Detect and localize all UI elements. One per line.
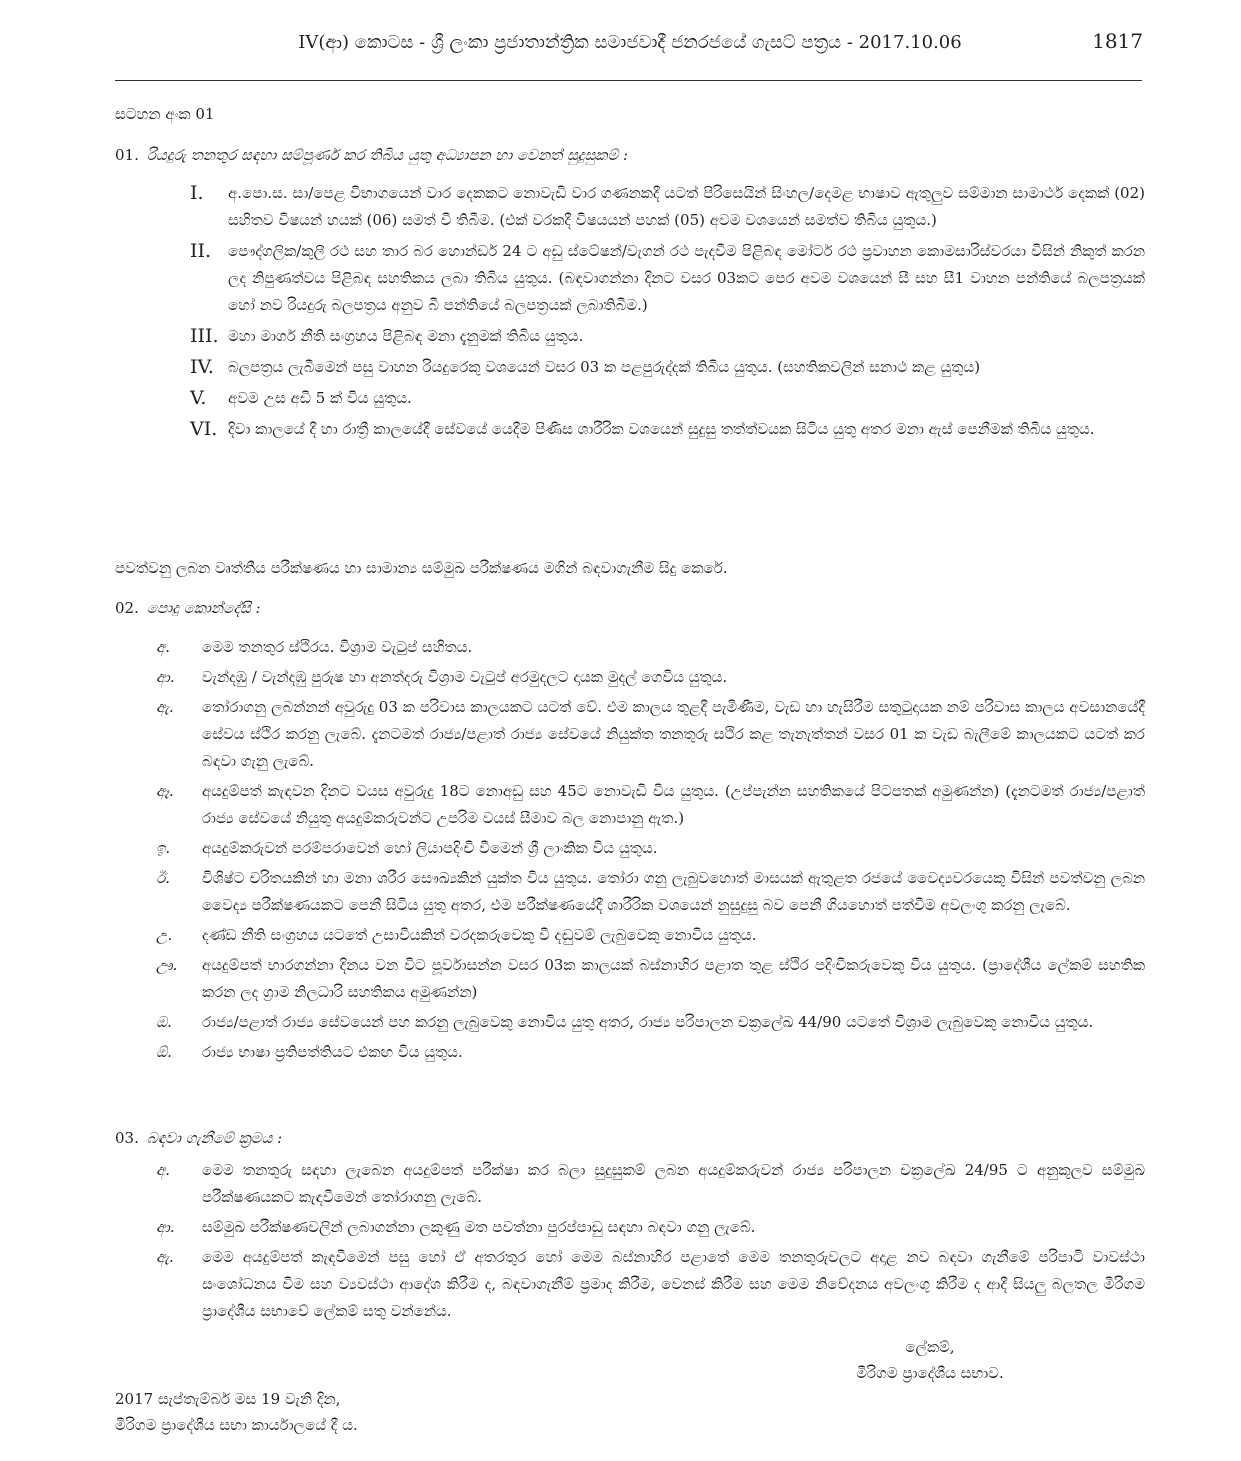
item-text: මහා මාර්ග නීති සංග්‍රහය පිළිබඳ මනා දැනුමක් තිබිය යුතුය.: [228, 327, 584, 345]
list-item: [150, 952, 1145, 1006]
signature-block: [800, 1334, 1060, 1386]
page-header-title: IV(ආ) කොටස - ශ්‍රී ලංකා ප්‍රජාතාන්ත්‍රික සමාජවාදී ජනරජයේ ගැසට් පත්‍රය - 2017.10.06: [298, 32, 962, 53]
list-item: [190, 238, 1145, 319]
signatory-title: ලේකම්,: [905, 1338, 955, 1356]
item-text: අයදුම්කරුවන් පරම්පරාවෙන් හෝ ලියාපදිංචි වීමෙන් ශ්‍රී ලාංකික විය යුතුය.: [202, 839, 658, 857]
section-2-heading: [115, 596, 1145, 620]
selection-note: පවත්වනු ලබන වෘත්තීය පරීක්ෂණය හා සාමාන්‍ය සම්මුඛ පරීක්ෂණය මගින් බඳවාගැනීම සිදු කෙරේ.: [115, 559, 728, 577]
item-text: අවම උස අඩි 5 ක් විය යුතුය.: [228, 389, 412, 407]
item-text: විශිෂ්ට චරිතයකින් හා මනා ශරීර සෞඛ්‍යකින් යුක්ත විය යුතුය. තෝරා ගනු ලැබුවහොත් මාසයක් ඇතුළත රජයේ වෛද්‍යවරයෙකු විසින් පවත්වනු ලබන වෛද්‍ය පරීක්ෂණයකට පෙනී සිටිය යුතු අතර, එම පරීක්ෂණයේදී ශාරීරික වශයෙන් නුසුදුසු බව පෙනී ගියහොත් පත්වීම අවලංගු කරනු ලැබේ.: [202, 869, 1145, 914]
item-marker: ආ.: [156, 1218, 175, 1236]
reference-number: සටහන අංක 01: [115, 105, 215, 123]
list-item: [190, 354, 1145, 381]
item-text: පෞද්ගලික/කුලී රථ සහ තාර බර හොන්ඩර් 24 ට අඩු ස්ටේෂන්/වැගන් රථ පැදවීම පිළිබඳ මෝටර් රථ ප්‍රවාහන කොමසාරිස්වරයා විසින් නිකුත් කරන ලද නිපුණත්වය පිළිබඳ සහතිකය ලබා තිබිය යුතුය. (බඳවාගන්නා දිනට වසර 03කට පෙර අවම වශයෙන් සී සහ සී1 වාහන පන්තියේ බලපත්‍රයක් හෝ නව රියදුරු බලපත්‍රය අනුව බී පන්තියේ බලපත්‍රයක් ලබාතිබීම.): [228, 242, 1145, 314]
issue-details: [115, 1386, 715, 1438]
item-text: රාජ්‍ය/පළාත් රාජ්‍ය සේවයෙන් පහ කරනු ලැබුවෙකු නොවිය යුතු අතර, රාජ්‍ය පරිපාලන චක්‍රලේඛ 44/90 යටතේ විශ්‍රාම ලැබුවෙකු නොවිය යුතුය.: [202, 1013, 1094, 1031]
list-item: [150, 835, 1145, 862]
item-text: අ.පො.ස. සා/පෙළ විභාගයෙන් වාර දෙකකට නොවැඩි වාර ගණනකදී යටත් පිරිසෙයින් සිංහල/දෙමළ භාෂාව ඇතුලුව සම්මාන සාමාර්ථ දෙකක් (02) සහිතව විෂයන් හයක් (06) සමත් වී තිබීම. (එක් වරකදී විෂයයන් පහක් (05) අවම වශයෙන් සමත්ව තිබිය යුතුය.): [228, 184, 1145, 229]
list-item: [150, 1039, 1145, 1066]
list-item: [150, 634, 1145, 661]
item-text: සම්මුඛ පරීක්ෂණවලින් ලබාගන්නා ලකුණු මත පවත්නා පුරප්පාඩු සඳහා බඳවා ගනු ලැබේ.: [202, 1218, 756, 1236]
section-2-title: පොදු කොන්දේසි :: [146, 599, 261, 617]
signatory-office: මීරිගම ප්‍රාදේශීය සභාව.: [856, 1364, 1004, 1382]
section-1-heading: [115, 143, 1145, 167]
item-marker: IV.: [190, 356, 214, 378]
item-marker: III.: [190, 325, 219, 347]
list-item: [190, 416, 1145, 443]
issue-date: 2017 සැප්තැම්බර් මස 19 වැනි දින,: [115, 1390, 341, 1408]
item-text: රාජ්‍ය භාෂා ප්‍රතිපත්තියට එකඟ විය යුතුය.: [202, 1043, 463, 1061]
item-marker: අ.: [156, 638, 171, 656]
item-marker: I.: [190, 182, 204, 204]
header-divider: [115, 80, 1142, 81]
item-marker: ඇ.: [156, 698, 174, 716]
item-marker: V.: [190, 387, 207, 409]
list-item: [190, 385, 1145, 412]
list-item: [150, 694, 1145, 775]
qualification-list: [190, 180, 1145, 447]
issue-place: මීරිගම ප්‍රාදේශීය සභා කාර්යාලයේ දී ය.: [115, 1416, 358, 1434]
recruitment-method-list: [150, 1157, 1145, 1328]
item-text: මෙම අයදුම්පත් කැඳවීමෙන් පසු හෝ ඒ අතරතුර හෝ මෙම බස්නාහිර පළාතේ මෙම තනතුරුවලට අදාළ නව බඳවා ගැනීමේ පරිපාටි වාවස්ථා සංශෝධනය වීම සහ ව්‍යවස්ථා ආදේශ කිරීම ද, බඳවාගැනීම් ප්‍රමාද කිරීම, වෙනස් කිරීම සහ මෙම නිවේදනය අවලංගු කිරීම ද ආදී සියලු බලතල මීරිගම ප්‍රාදේශීය සභාවේ ලේකම් සතු වන්නේය.: [202, 1248, 1145, 1320]
list-item: [190, 323, 1145, 350]
item-marker: අ.: [156, 1161, 171, 1179]
item-marker: VI.: [190, 418, 218, 440]
section-1-title: රියදුරු තනතුර සඳහා සම්පූර්ණ කර තිබිය යුතු අධ්‍යාපන හා වෙනත් සුදුසුකම් :: [146, 146, 629, 164]
item-text: වැන්දඹු / වැන්දඹු පුරුෂ හා අනත්දරු විශ්‍රාම වැටුප් අරමුදලට දායක මුදල් ගෙවිය යුතුය.: [202, 668, 728, 686]
item-text: දිවා කාලයේ දී හා රාත්‍රී කාලයේදී සේවයේ යෙදීම පිණිස ශාරීරික වශයෙන් සුදුසු තත්ත්වයක සිටිය යුතු අතර මනා ඇස් පෙනීමක් තිබිය යුතුය.: [228, 420, 1095, 438]
list-item: [190, 180, 1145, 234]
item-text: අයදුම්පත් කැඳවන දිනට වයස අවුරුදු 18ට නොඅඩු සහ 45ට නොවැඩි විය යුතුය. (උප්පැන්න සහතිකයේ පිටපතක් අමුණන්න) (දැනටමත් රාජ්‍ය/පළාත් රාජ්‍ය සේවයේ නියුතු අයදුම්කරුවන්ට උපරිම වයස් සීමාව බල නොපානු ඇත.): [202, 782, 1145, 827]
item-marker: ඈ.: [156, 782, 174, 800]
item-marker: ඉ.: [156, 839, 171, 857]
item-marker: ඌ.: [156, 956, 178, 974]
list-item: [150, 1009, 1145, 1036]
item-marker: ආ.: [156, 668, 175, 686]
list-item: [150, 664, 1145, 691]
item-text: තෝරාගනු ලබන්නන් අවුරුදු 03 ක පරිවාස කාලයකට යටත් වේ. එම කාලය තුළදී පැමිණීම, වැඩ හා හැසිරීම සතුටුදායක නම් පරිවාස කාලය අවසානයේදී සේවය ස්ථිර කරනු ලැබේ. දැනටමත් රාජ්‍ය/පළාත් රාජ්‍ය සේවයේ නියුක්ත තනතුරු සථිර කළ තැනැත්තන් වසර 01 ක වැඩ බැලීමේ කාලයකට යටත් කර බඳවා ගැනු ලැබේ.: [202, 698, 1145, 770]
item-marker: උ.: [156, 926, 173, 944]
item-marker: ඇ.: [156, 1248, 174, 1266]
section-3-number: 03.: [115, 1129, 139, 1147]
list-item: [150, 865, 1145, 919]
section-2-number: 02.: [115, 599, 139, 617]
item-marker: ඕ.: [156, 1043, 172, 1061]
section-3-title: බඳවා ගැනීමේ ක්‍රමය :: [146, 1129, 283, 1147]
page-number: 1817: [1092, 29, 1143, 53]
item-text: අයදුම්පත් භාරගන්නා දිනය වන විට පූර්වාසන්න වසර 03ක කාලයක් බස්නාහිර පළාත තුළ ස්ථිර පදිංචිකරුවෙකු විය යුතුය. (ප්‍රාදේශීය ලේකම් සහතික කරන ලද ග්‍රාම නිලධාරි සහතිකය අමුණන්න): [202, 956, 1145, 1001]
item-marker: II.: [190, 240, 212, 262]
section-3-heading: [115, 1126, 1145, 1150]
item-text: බලපත්‍රය ලැබීමෙන් පසු වාහන රියදුරෙකු වශයෙන් වසර 03 ක පළපුරුද්දක් තිබිය යුතුය. (සහතිකවලින් සනාථ කළ යුතුය): [228, 358, 981, 376]
section-1-number: 01.: [115, 146, 139, 164]
list-item: [150, 1244, 1145, 1325]
general-conditions-list: [150, 634, 1145, 1069]
item-marker: ඔ.: [156, 1013, 172, 1031]
list-item: [150, 1157, 1145, 1211]
item-marker: ඊ.: [156, 869, 170, 887]
list-item: [150, 778, 1145, 832]
item-text: මෙම තනතුර ස්ථිරය. විශ්‍රාම වැටුප් සහිතය.: [202, 638, 473, 656]
list-item: [150, 1214, 1145, 1241]
item-text: දණ්ඩ නීති සංග්‍රහය යටතේ උසාවියකින් වරදකරුවෙකු වී දඬුවම් ලැබුවෙකු නොවිය යුතුය.: [202, 926, 757, 944]
item-text: මෙම තනතුරු සඳහා ලැබෙන අයදුම්පත් පරීක්ෂා කර බලා සුදුසුකම් ලබන අයදුම්කරුවන් රාජ්‍ය පරිපාලන චක්‍රලේඛ 24/95 ට අනුකූලව සම්මුඛ පරීක්ෂණයකට කැඳවීමෙන් තෝරාගනු ලැබේ.: [202, 1161, 1145, 1206]
list-item: [150, 922, 1145, 949]
